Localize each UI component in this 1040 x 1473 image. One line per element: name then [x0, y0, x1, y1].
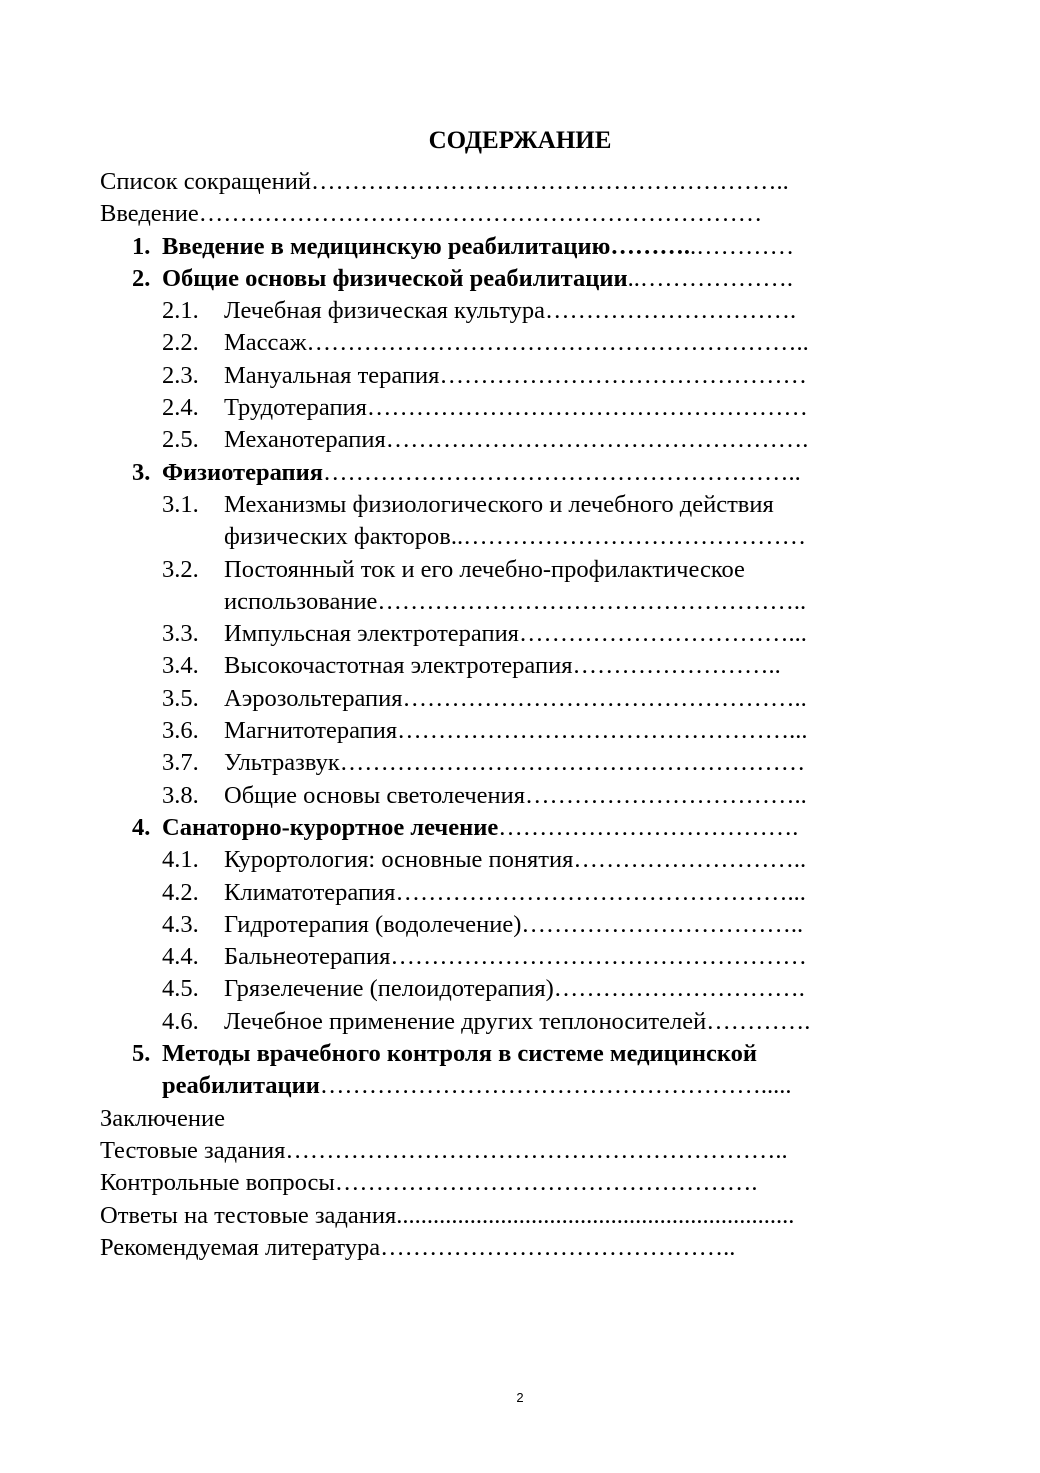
subsection-number: 2.5. — [162, 426, 199, 454]
toc-subsection-3-8[interactable] — [0, 780, 1040, 812]
toc-subsection-3-3[interactable] — [0, 618, 1040, 650]
subsection-number: 2.3. — [162, 361, 199, 389]
subsection-number: 4.2. — [162, 878, 199, 906]
subsection-number: 2.1. — [162, 297, 199, 325]
toc-entry-literature[interactable] — [0, 1232, 1040, 1264]
leader-dots: ………………………………………………..... — [319, 1072, 792, 1100]
subsection-number: 4.1. — [162, 846, 199, 874]
subsection-number: 4.3. — [162, 910, 199, 938]
subsection-number: 3.3. — [162, 620, 199, 648]
toc-entry-abbreviations[interactable] — [0, 166, 1040, 198]
section-title: Методы врачебного контроля в системе медицинской — [162, 1040, 758, 1068]
toc-section-2[interactable] — [0, 263, 1040, 295]
toc-section-4[interactable] — [0, 812, 1040, 844]
subsection-title: Курортология: основные понятия……………………….. — [224, 846, 807, 874]
subsection-title: Лечебная физическая культура…………………………. — [224, 297, 797, 325]
leader-dots: .………… — [689, 232, 795, 260]
toc-subsection-4-3[interactable] — [0, 909, 1040, 941]
toc-subsection-3-4[interactable] — [0, 650, 1040, 682]
leader-dots: ………………………………. — [498, 813, 799, 841]
subsection-title-continued: физических факторов..…………………………………… — [224, 523, 807, 551]
toc-entry-label: Контрольные вопросы……………………………………………. — [100, 1169, 758, 1197]
toc-subsection-2-5[interactable] — [0, 424, 1040, 456]
subsection-number: 3.1. — [162, 490, 199, 518]
section-title: Общие основы физической реабилитации — [162, 264, 628, 292]
subsection-number: 4.4. — [162, 943, 199, 971]
page-title: СОДЕРЖАНИЕ — [428, 127, 612, 154]
toc-entry-label: Рекомендуемая литература…………………………………….. — [100, 1233, 736, 1261]
subsection-title: Грязелечение (пелоидотерапия)…………………………. — [224, 975, 805, 1003]
section-title: Санаторно-курортное лечение — [162, 813, 499, 841]
section-number: 3. — [132, 458, 151, 486]
toc-subsection-2-3[interactable] — [0, 360, 1040, 392]
toc-section-1[interactable] — [0, 231, 1040, 263]
leader-dots: ………………………………………………….. — [323, 458, 801, 486]
subsection-title: Климатотерапия…………………………………………... — [224, 878, 806, 906]
subsection-title: Постоянный ток и его лечебно-профилактическое — [224, 555, 745, 583]
toc-entry-label: Тестовые задания…………………………………………………….. — [100, 1136, 788, 1164]
table-of-contents — [0, 166, 1040, 1264]
subsection-number: 3.4. — [162, 652, 199, 680]
subsection-title: Высокочастотная электротерапия…………………….. — [224, 652, 781, 680]
toc-subsection-4-1[interactable] — [0, 844, 1040, 876]
subsection-number: 2.4. — [162, 394, 199, 422]
toc-subsection-2-1[interactable] — [0, 295, 1040, 327]
subsection-title: Мануальная терапия……………………………………… — [224, 361, 807, 389]
subsection-title-continued: использование…………………………………………….. — [224, 587, 807, 615]
toc-subsection-3-6[interactable] — [0, 715, 1040, 747]
subsection-title: Общие основы светолечения…………………………….. — [224, 781, 807, 809]
subsection-title: Импульсная электротерапия……………………………... — [224, 620, 807, 648]
subsection-title: Лечебное применение других теплоносителей…………. — [224, 1007, 811, 1035]
toc-subsection-4-5[interactable] — [0, 973, 1040, 1005]
subsection-title: Бальнеотерапия…………………………………………… — [224, 943, 807, 971]
toc-subsection-3-2-continued[interactable] — [0, 586, 1040, 618]
subsection-number: 3.5. — [162, 684, 199, 712]
subsection-number: 3.6. — [162, 717, 199, 745]
toc-entry-label: Список сокращений………………………………………………….. — [100, 168, 789, 195]
subsection-title: Механотерапия……………………………………………. — [224, 426, 809, 454]
toc-section-5[interactable] — [0, 1038, 1040, 1070]
subsection-title: Ультразвук………………………………………………… — [224, 749, 806, 777]
toc-entry-label: Ответы на тестовые задания................................................................. — [100, 1201, 795, 1229]
subsection-number: 4.5. — [162, 975, 199, 1003]
subsection-title: Магнитотерапия…………………………………………... — [224, 717, 808, 745]
toc-entry-label: Введение…………………………………………………………… — [100, 200, 763, 228]
toc-subsection-4-4[interactable] — [0, 941, 1040, 973]
toc-entry-conclusion[interactable] — [0, 1103, 1040, 1135]
toc-section-5-continued[interactable] — [0, 1070, 1040, 1102]
section-number: 1. — [132, 232, 151, 260]
subsection-title: Механизмы физиологического и лечебного действия — [224, 490, 774, 518]
subsection-number: 4.6. — [162, 1007, 199, 1035]
toc-subsection-3-1[interactable] — [0, 489, 1040, 521]
subsection-title: Массаж…………………………………………………….. — [224, 329, 809, 357]
subsection-number: 3.7. — [162, 749, 199, 777]
toc-subsection-3-7[interactable] — [0, 747, 1040, 779]
toc-entry-answers[interactable] — [0, 1200, 1040, 1232]
toc-subsection-3-5[interactable] — [0, 683, 1040, 715]
toc-entry-control-questions[interactable] — [0, 1167, 1040, 1199]
toc-subsection-3-1-continued[interactable] — [0, 521, 1040, 553]
subsection-title: Гидротерапия (водолечение)…………………………….. — [224, 910, 804, 938]
subsection-number: 3.8. — [162, 781, 199, 809]
toc-subsection-2-2[interactable] — [0, 327, 1040, 359]
section-title-continued: реабилитации — [162, 1072, 320, 1100]
subsection-number: 3.2. — [162, 555, 199, 583]
subsection-title: Аэрозольтерапия………………………………………….. — [224, 684, 807, 712]
toc-entry-label: Заключение — [100, 1104, 225, 1132]
leader-dots: ..………………. — [627, 264, 793, 292]
toc-entry-introduction[interactable] — [0, 198, 1040, 230]
subsection-number: 2.2. — [162, 329, 199, 357]
toc-subsection-3-2[interactable] — [0, 554, 1040, 586]
toc-entry-tests[interactable] — [0, 1135, 1040, 1167]
subsection-title: Трудотерапия……………………………………………… — [224, 394, 808, 422]
section-title: Введение в медицинскую реабилитацию………. — [162, 232, 690, 260]
toc-subsection-4-6[interactable] — [0, 1006, 1040, 1038]
toc-section-3[interactable] — [0, 457, 1040, 489]
section-number: 5. — [132, 1040, 151, 1068]
toc-subsection-2-4[interactable] — [0, 392, 1040, 424]
section-title: Физиотерапия — [162, 458, 323, 486]
page-number: 2 — [516, 1390, 524, 1405]
section-number: 4. — [132, 813, 151, 841]
toc-subsection-4-2[interactable] — [0, 877, 1040, 909]
section-number: 2. — [132, 264, 151, 292]
